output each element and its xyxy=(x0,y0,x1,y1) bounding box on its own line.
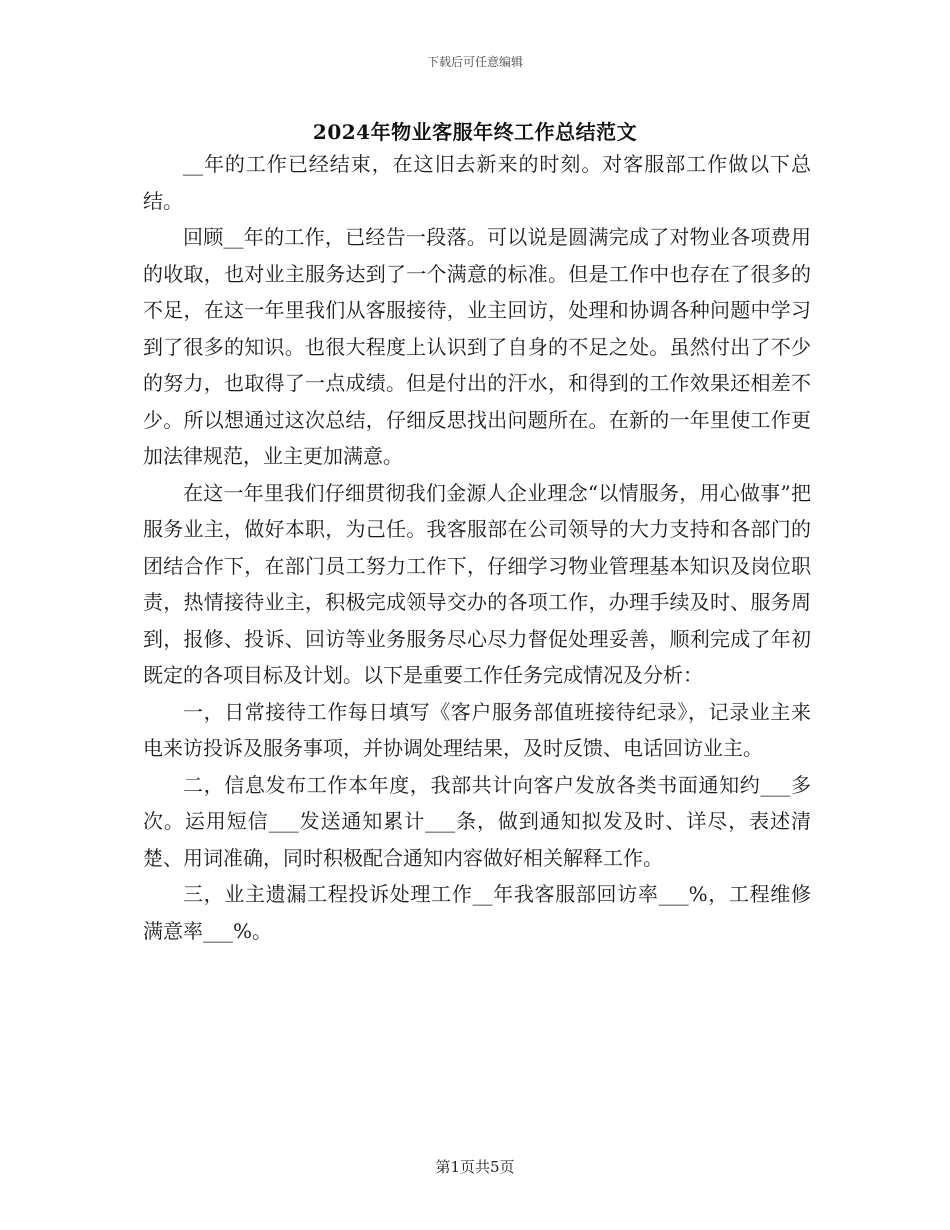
document-title: 2024年物业客服年终工作总结范文 xyxy=(312,120,638,144)
paragraph-review: 回顾__年的工作，已经告一段落。可以说是圆满完成了对物业各项费用的收取，也对业主服务达到了一个满意的标准。但是工作中也存在了很多的不足，在这一年里我们从客服接待，业主回访，处理和协调各种问题中学习到了很多的知识。也很大程度上认识到了自身的不足之处。虽然付出了不少的努力，也取得了一点成绩。但是付出的汗水，和得到的工作效果还相差不少。所以想通过这次总结，仔细反思找出问题所在。在新的一年里使工作更加法律规范，业主更加满意。 xyxy=(143,225,811,468)
document-body xyxy=(143,146,811,949)
paragraph-intro: __年的工作已经结束，在这旧去新来的时刻。对客服部工作做以下总结。 xyxy=(143,152,811,213)
paragraph-item-notices: 二，信息发布工作本年度，我部共计向客户发放各类书面通知约___多次。运用短信___发送通知累计___条，做到通知拟发及时、详尽，表述清楚、用词准确，同时积极配合通知内容做好相关解释工作。 xyxy=(143,772,811,870)
page-header-note: 下载后可任意编辑 xyxy=(426,55,523,69)
page-number: 第1页共5页 xyxy=(435,1158,515,1176)
paragraph-item-complaints: 三，业主遗漏工程投诉处理工作__年我客服部回访率___%，工程维修满意率___%。 xyxy=(143,882,811,943)
paragraph-philosophy: 在这一年里我们仔细贯彻我们金源人企业理念“以情服务，用心做事”把服务业主，做好本职，为己任。我客服部在公司领导的大力支持和各部门的团结合作下，在部门员工努力工作下，仔细学习物业管理基本知识及岗位职责，热情接待业主，积极完成领导交办的各项工作，办理手续及时、服务周到，报修、投诉、回访等业务服务尽心尽力督促处理妥善，顺利完成了年初既定的各项目标及计划。以下是重要工作任务完成情况及分析： xyxy=(143,480,811,687)
paragraph-item-reception: 一，日常接待工作每日填写《客户服务部值班接待纪录》，记录业主来电来访投诉及服务事项，并协调处理结果，及时反馈、电话回访业主。 xyxy=(143,699,811,760)
